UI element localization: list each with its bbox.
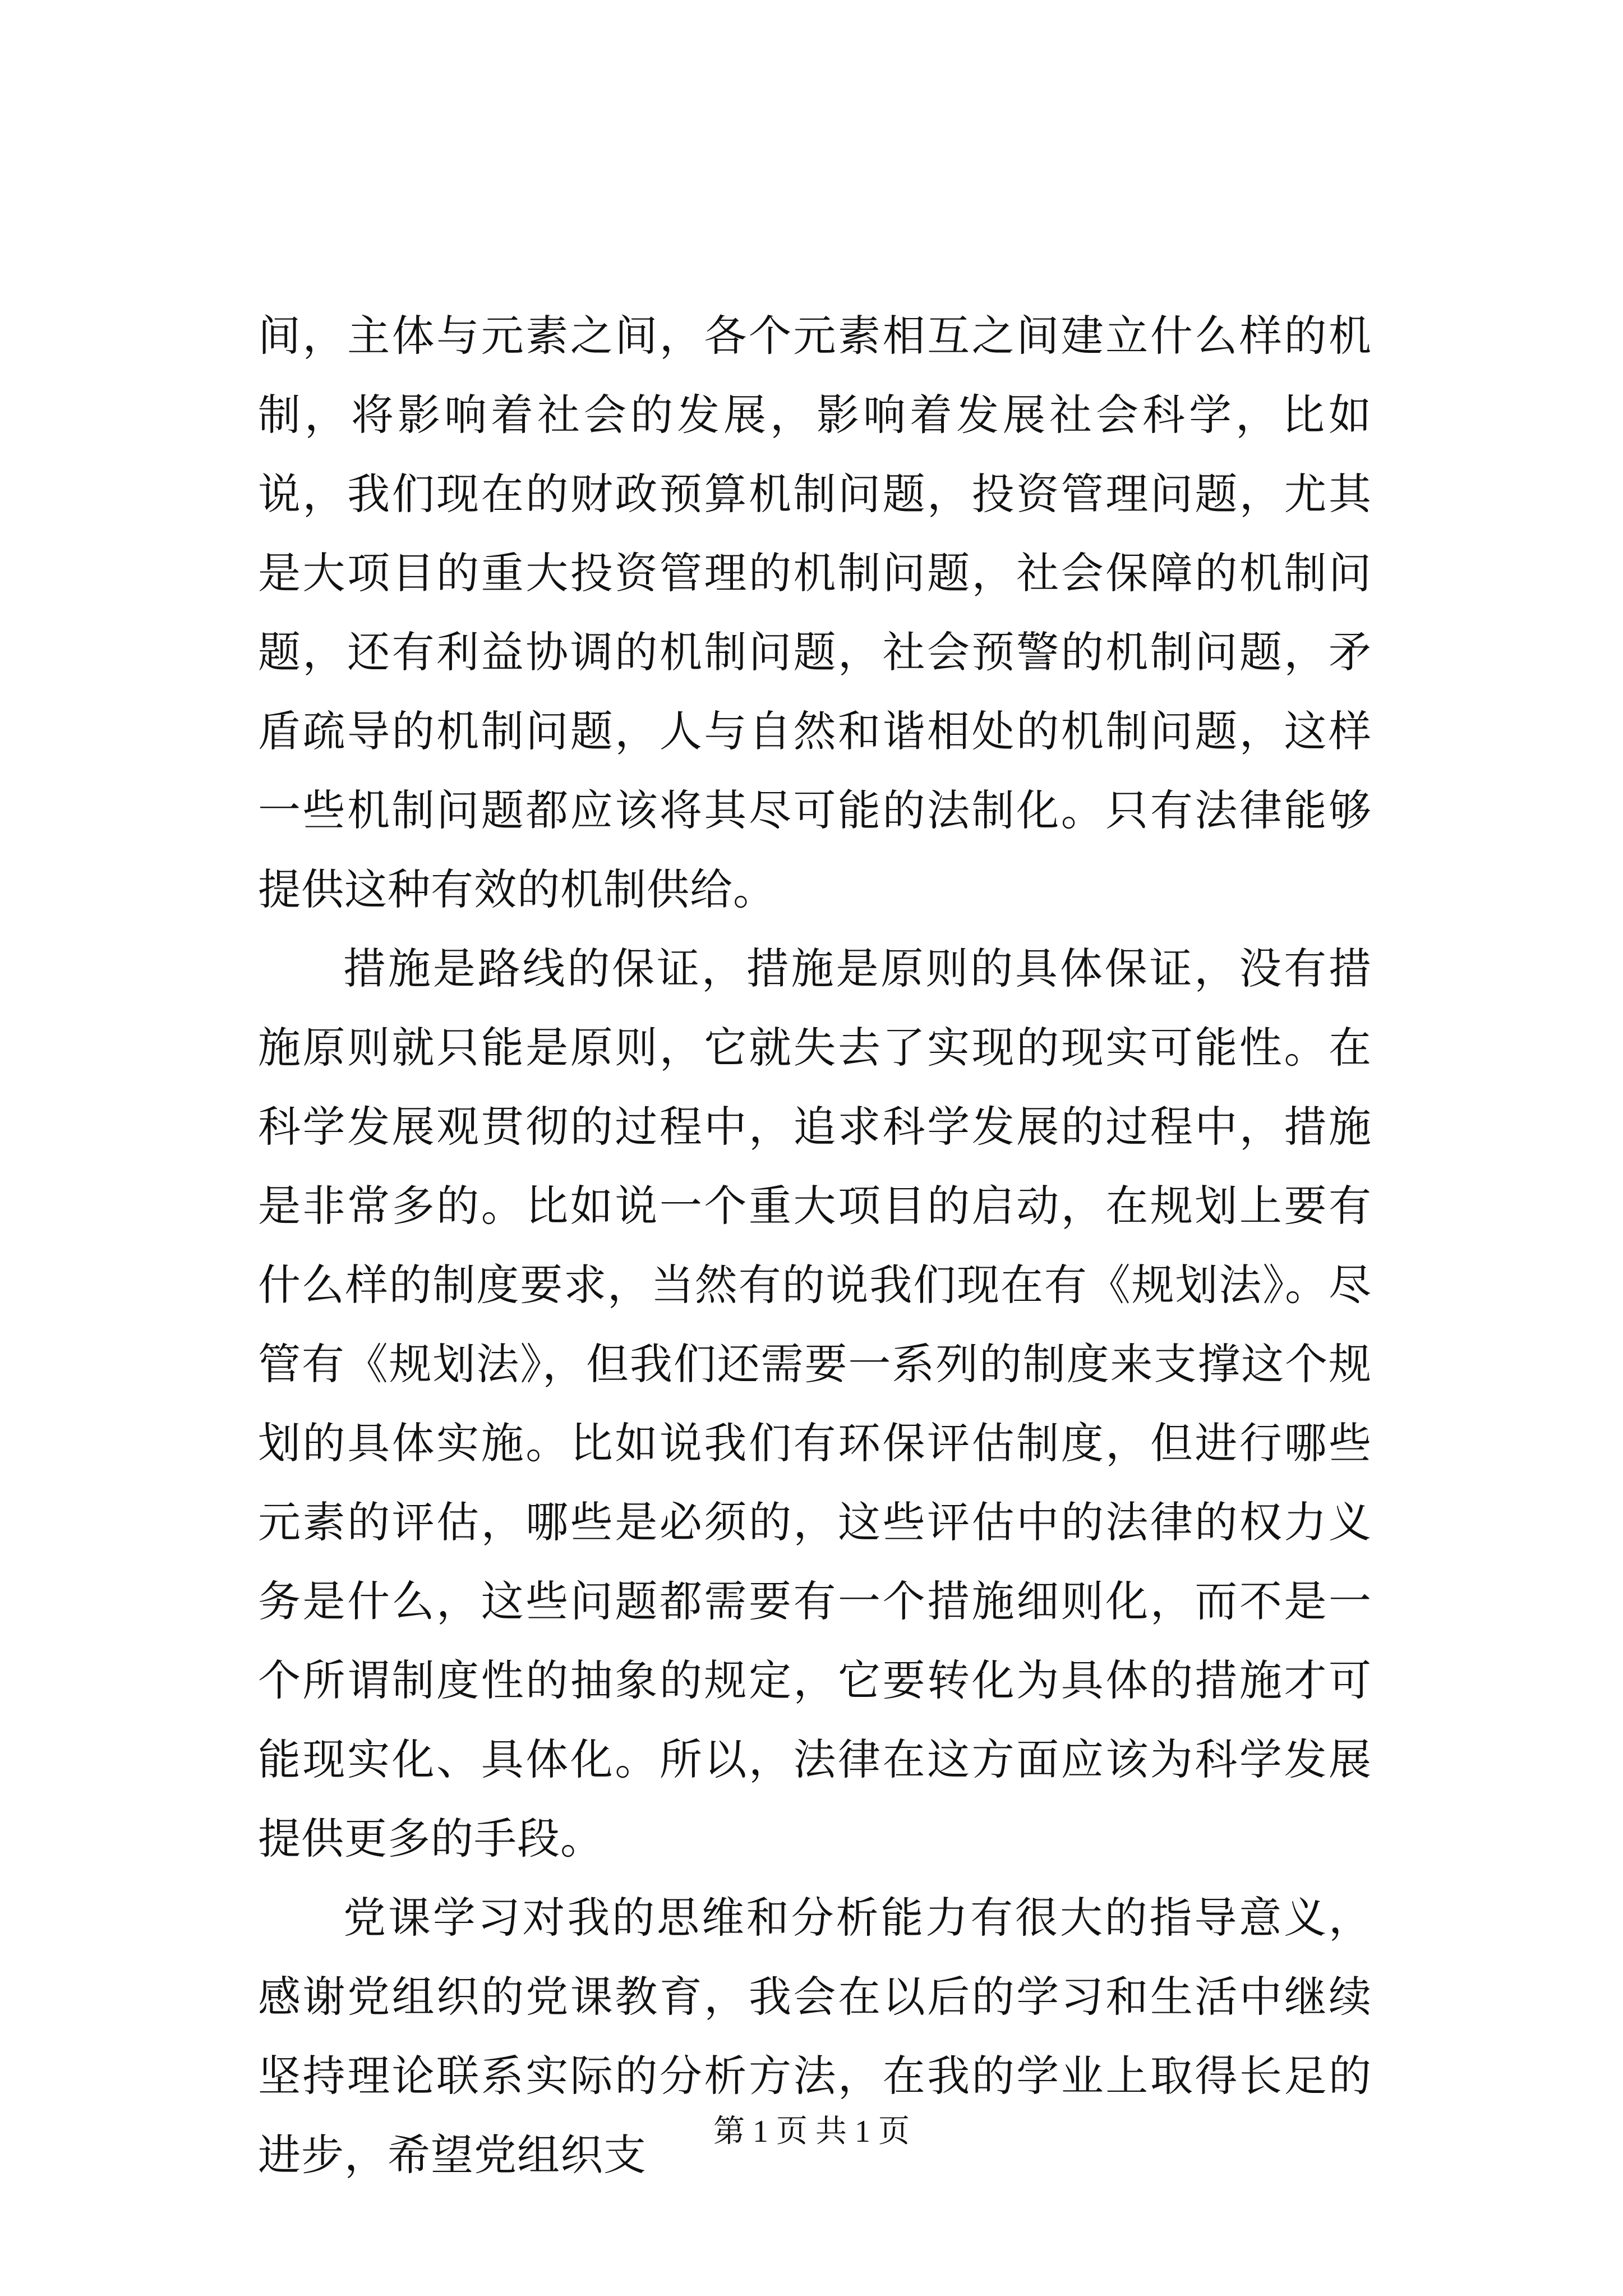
page-number-footer: 第 1 页 共 1 页 <box>713 2114 910 2149</box>
paragraph-3: 党课学习对我的思维和分析能力有很大的指导意义，感谢党组织的党课教育，我会在以后的学习和生活中继续坚持理论联系实际的分析方法，在我的学业上取得长足的进步，希望党组织支 <box>258 1893 1372 2180</box>
paragraph-2: 措施是路线的保证，措施是原则的具体保证，没有措施原则就只能是原则，它就失去了实现的现实可能性。在科学发展观贯彻的过程中，追求科学发展的过程中，措施是非常多的。比如说一个重大项目的启动，在规划上要有什么样的制度要求，当然有的说我们现在有《规划法》。尽管有《规划法》，但我们还需要一系列的制度来支撑这个规划的具体实施。比如说我们有环保评估制度，但进行哪些元素的评估，哪些是必须的，这些评估中的法律的权力义务是什么，这些问题都需要有一个措施细则化，而不是一个所谓制度性的抽象的规定，它要转化为具体的措施才可能现实化、具体化。所以，法律在这方面应该为科学发展提供更多的手段。 <box>258 944 1372 1864</box>
document-body <box>258 296 1372 2194</box>
paragraph-1: 间，主体与元素之间，各个元素相互之间建立什么样的机制，将影响着社会的发展，影响着发展社会科学，比如说，我们现在的财政预算机制问题，投资管理问题，尤其是大项目的重大投资管理的机制问题，社会保障的机制问题，还有利益协调的机制问题，社会预警的机制问题，矛盾疏导的机制问题，人与自然和谐相处的机制问题，这样一些机制问题都应该将其尽可能的法制化。只有法律能够提供这种有效的机制供给。 <box>258 311 1372 914</box>
